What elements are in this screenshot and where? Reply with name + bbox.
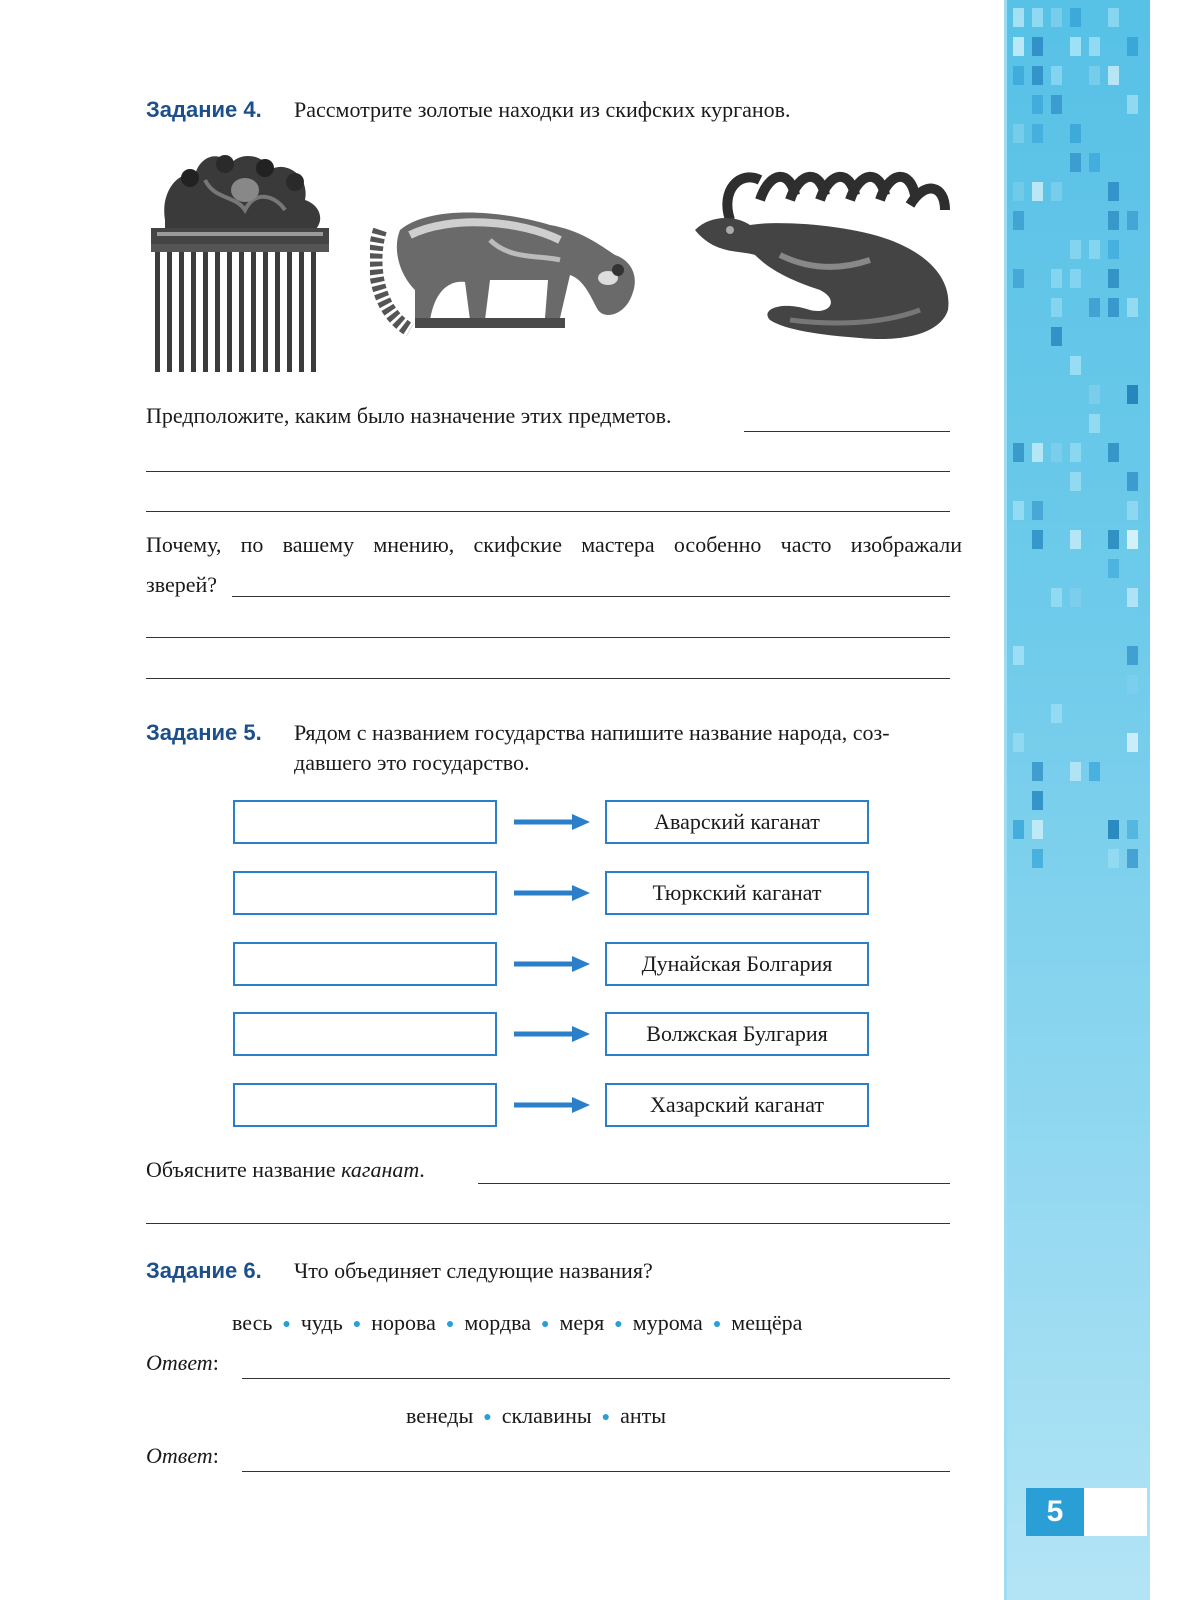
task5-intro-line2: давшего это государство. — [294, 750, 530, 775]
mosaic-square — [1070, 530, 1081, 549]
task4-question1: Предположите, каким было назначение этих предметов. — [146, 403, 672, 428]
mosaic-square — [1032, 124, 1043, 143]
mosaic-square — [1108, 849, 1119, 868]
bullet-icon: ● — [614, 1316, 623, 1332]
word: чудь — [300, 1310, 343, 1335]
mosaic-square — [1070, 762, 1081, 781]
mosaic-square — [1013, 182, 1024, 201]
task5-label: Задание 5. — [146, 720, 262, 745]
page-number: 5 — [1026, 1488, 1084, 1536]
mosaic-square — [1070, 8, 1081, 27]
mosaic-square — [1089, 762, 1100, 781]
task4-question2-line2: зверей? — [146, 572, 218, 597]
state-name: Дунайская Болгария — [605, 942, 869, 986]
mosaic-square — [1032, 791, 1043, 810]
mosaic-square — [1127, 675, 1138, 694]
mosaic-square — [1051, 704, 1062, 723]
answer-label-text: Ответ — [146, 1443, 213, 1468]
mosaic-square — [1013, 211, 1024, 230]
state-name: Волжская Булгария — [605, 1012, 869, 1056]
arrow-right-icon — [514, 1095, 590, 1115]
people-answer-box[interactable] — [233, 871, 497, 915]
people-answer-box[interactable] — [233, 942, 497, 986]
mosaic-square — [1089, 153, 1100, 172]
people-answer-box[interactable] — [233, 800, 497, 844]
mosaic-square — [1108, 269, 1119, 288]
answer-line[interactable] — [744, 431, 950, 432]
task6-label: Задание 6. — [146, 1258, 262, 1283]
mosaic-square — [1127, 472, 1138, 491]
mosaic-square — [1032, 66, 1043, 85]
mosaic-square — [1013, 124, 1024, 143]
mosaic-square — [1070, 588, 1081, 607]
task6-intro: Что объединяет следующие названия? — [294, 1258, 653, 1283]
mosaic-square — [1127, 646, 1138, 665]
mosaic-square — [1108, 182, 1119, 201]
mosaic-square — [1108, 530, 1119, 549]
bullet-icon: ● — [445, 1316, 455, 1332]
bullet-icon: ● — [712, 1316, 722, 1332]
decorative-side-stripe — [1004, 0, 1150, 1600]
mosaic-square — [1108, 211, 1119, 230]
word: весь — [232, 1310, 273, 1335]
answer-label — [146, 1350, 219, 1376]
answer-label — [146, 1443, 219, 1469]
mosaic-square — [1013, 8, 1024, 27]
mosaic-square — [1013, 820, 1024, 839]
mosaic-square — [1127, 385, 1138, 404]
mosaic-square — [1089, 298, 1100, 317]
page-number-tab — [1026, 1488, 1147, 1536]
word: мордва — [464, 1310, 532, 1335]
answer-label-text: Ответ — [146, 1350, 213, 1375]
mosaic-square — [1051, 66, 1062, 85]
scythian-deer-image — [690, 160, 970, 350]
mosaic-square — [1089, 385, 1100, 404]
state-name: Хазарский каганат — [605, 1083, 869, 1127]
answer-line[interactable] — [232, 596, 950, 597]
word: анты — [620, 1403, 667, 1428]
mosaic-square — [1127, 588, 1138, 607]
task4-intro: Рассмотрите золотые находки из скифских курганов. — [294, 97, 791, 122]
mosaic-square — [1070, 443, 1081, 462]
scythian-panther-image — [370, 200, 650, 350]
explain-term: каганат — [341, 1157, 420, 1182]
mosaic-square — [1070, 269, 1081, 288]
mosaic-square — [1108, 298, 1119, 317]
state-name: Аварский каганат — [605, 800, 869, 844]
answer-line[interactable] — [146, 511, 950, 512]
task5-intro-line1: Рядом с названием государства напишите название народа, соз- — [294, 720, 890, 745]
answer-line[interactable] — [478, 1183, 950, 1184]
mosaic-square — [1032, 501, 1043, 520]
answer-line[interactable] — [146, 678, 950, 679]
explain-suffix: . — [419, 1157, 425, 1182]
state-name: Тюркский каганат — [605, 871, 869, 915]
arrow-right-icon — [514, 1024, 590, 1044]
mosaic-square — [1013, 646, 1024, 665]
mosaic-square — [1089, 66, 1100, 85]
bullet-icon: ● — [352, 1316, 362, 1332]
mosaic-square — [1032, 37, 1043, 56]
people-answer-box[interactable] — [233, 1012, 497, 1056]
bullet-icon: ● — [601, 1409, 611, 1425]
mosaic-square — [1013, 66, 1024, 85]
word: мещёра — [731, 1310, 803, 1335]
mosaic-square — [1070, 240, 1081, 259]
mosaic-square — [1070, 472, 1081, 491]
mosaic-square — [1127, 530, 1138, 549]
mosaic-square — [1127, 211, 1138, 230]
explain-prefix: Объясните название — [146, 1157, 336, 1182]
bullet-icon: ● — [483, 1409, 492, 1425]
word: венеды — [406, 1403, 474, 1428]
mosaic-square — [1089, 414, 1100, 433]
task5-explain-question — [146, 1155, 425, 1185]
mosaic-square — [1070, 124, 1081, 143]
mosaic-square — [1051, 298, 1062, 317]
mosaic-square — [1089, 37, 1100, 56]
mosaic-square — [1013, 269, 1024, 288]
task4-label: Задание 4. — [146, 97, 262, 122]
mosaic-square — [1127, 37, 1138, 56]
mosaic-square — [1127, 849, 1138, 868]
answer-line[interactable] — [242, 1378, 950, 1379]
arrow-right-icon — [514, 812, 590, 832]
mosaic-square — [1108, 443, 1119, 462]
bullet-icon: ● — [282, 1316, 291, 1332]
answer-line[interactable] — [146, 1223, 950, 1224]
bullet-icon: ● — [541, 1316, 550, 1332]
mosaic-square — [1013, 733, 1024, 752]
scythian-comb-image — [145, 150, 335, 380]
mosaic-square — [1032, 8, 1043, 27]
mosaic-square — [1032, 443, 1043, 462]
mosaic-square — [1013, 501, 1024, 520]
mosaic-square — [1127, 95, 1138, 114]
mosaic-square — [1127, 298, 1138, 317]
mosaic-square — [1127, 820, 1138, 839]
mosaic-square — [1051, 443, 1062, 462]
mosaic-square — [1032, 95, 1043, 114]
mosaic-square — [1108, 66, 1119, 85]
word: норова — [371, 1310, 436, 1335]
arrow-right-icon — [514, 883, 590, 903]
answer-colon: : — [212, 1350, 219, 1375]
mosaic-square — [1013, 37, 1024, 56]
answer-line[interactable] — [146, 637, 950, 638]
mosaic-square — [1051, 8, 1062, 27]
mosaic-square — [1051, 269, 1062, 288]
answer-line[interactable] — [242, 1471, 950, 1472]
mosaic-square — [1051, 588, 1062, 607]
mosaic-square — [1013, 443, 1024, 462]
mosaic-square — [1070, 153, 1081, 172]
word-group-1 — [232, 1308, 802, 1340]
answer-line[interactable] — [146, 471, 950, 472]
mosaic-square — [1127, 733, 1138, 752]
mosaic-square — [1070, 356, 1081, 375]
mosaic-square — [1089, 240, 1100, 259]
mosaic-square — [1032, 849, 1043, 868]
mosaic-square — [1108, 559, 1119, 578]
mosaic-square — [1070, 37, 1081, 56]
word-group-2 — [406, 1401, 666, 1433]
mosaic-square — [1032, 182, 1043, 201]
task4-question2-line1: Почему, по вашему мнению, скифские мастера особенно часто изображали — [146, 532, 962, 557]
mosaic-square — [1051, 95, 1062, 114]
word: мурома — [632, 1310, 703, 1335]
word: склавины — [501, 1403, 592, 1428]
mosaic-square — [1108, 8, 1119, 27]
word: меря — [559, 1310, 605, 1335]
mosaic-square — [1051, 327, 1062, 346]
mosaic-square — [1108, 820, 1119, 839]
mosaic-square — [1032, 530, 1043, 549]
mosaic-square — [1127, 501, 1138, 520]
people-answer-box[interactable] — [233, 1083, 497, 1127]
answer-colon: : — [212, 1443, 219, 1468]
arrow-right-icon — [514, 954, 590, 974]
mosaic-square — [1032, 820, 1043, 839]
mosaic-square — [1051, 182, 1062, 201]
mosaic-square — [1108, 240, 1119, 259]
mosaic-square — [1032, 762, 1043, 781]
